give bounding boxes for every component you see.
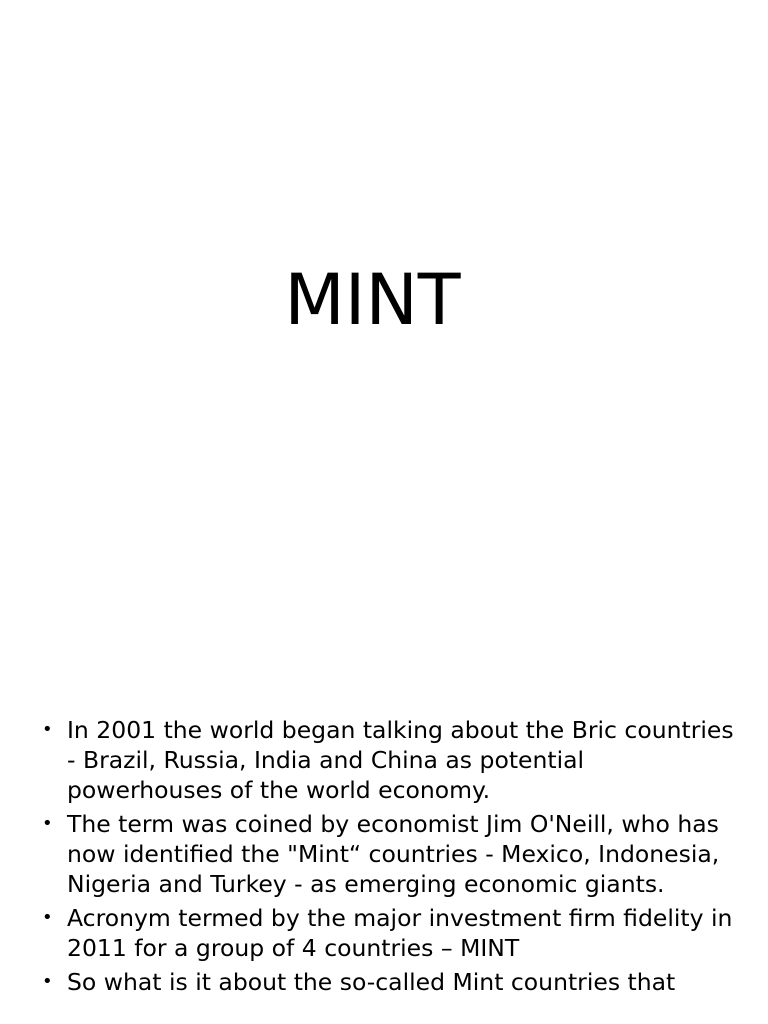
bullet-dot-icon: • (42, 907, 53, 928)
bullet-list (42, 715, 742, 1001)
bullet-dot-icon: • (42, 971, 53, 992)
bullet-text: So what is it about the so-called Mint countries that (67, 968, 676, 996)
bullet-dot-icon: • (42, 813, 53, 834)
bullet-item (42, 715, 742, 805)
bullet-text: The term was coined by economist Jim O'Neill, who has now identified the "Mint“ countries - Mexico, Indonesia, Nigeria and Turkey - as emerging economic giants. (67, 810, 720, 898)
bullet-text: Acronym termed by the major investment firm fidelity in 2011 for a group of 4 countries – MINT (67, 904, 733, 962)
bullet-dot-icon: • (42, 719, 53, 740)
bullet-item (42, 967, 742, 997)
bullet-item (42, 903, 742, 963)
bullet-item (42, 809, 742, 899)
slide-title: MINT (284, 259, 461, 341)
bullet-text: In 2001 the world began talking about the Bric countries - Brazil, Russia, India and China as potential powerhouses of the world economy. (67, 716, 734, 804)
